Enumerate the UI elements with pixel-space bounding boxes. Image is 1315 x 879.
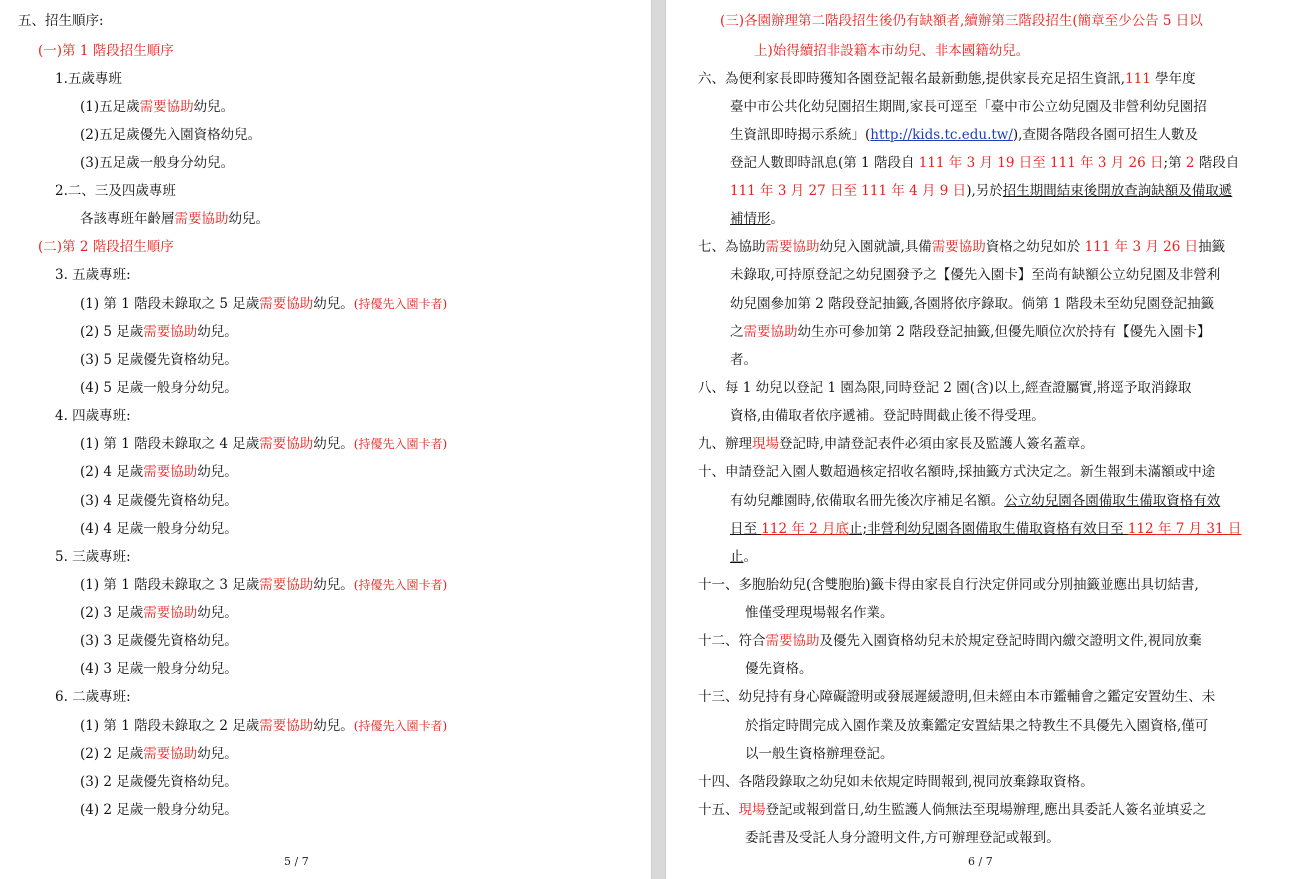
item-ten-line: 有幼兒離園時,依備取名冊先後次序補足名額。公立幼兒園各園備取生備取資格有效 (730, 493, 1221, 509)
class-line: (1) 第 1 階段未錄取之 4 足歲需要協助幼兒。(持優先入園卡者) (80, 436, 448, 452)
class-line: (4) 2 足歲一般身分幼兒。 (80, 802, 238, 818)
class-line: (4) 3 足歲一般身分幼兒。 (80, 661, 238, 677)
stage1-item1-line2: (2)五足歲優先入園資格幼兒。 (80, 127, 262, 143)
item-eight-line: 八、每 1 幼兒以登記 1 園為限,同時登記 2 園(含)以上,經查證屬實,將逕予取消錄取 (698, 380, 1192, 396)
item-ten-line: 十、申請登記入園人數超過核定招收名額時,採抽籤方式決定之。新生報到未滿額或中途 (698, 464, 1216, 480)
item-seven-line: 幼兒園參加第 2 階段登記抽籤,各園將依序錄取。倘第 1 階段未至幼兒園登記抽籤 (730, 296, 1215, 312)
class-title: 5. 三歲專班: (55, 549, 131, 565)
page-6 (666, 0, 1315, 879)
stage1-title: (一)第 1 階段招生順序 (38, 43, 174, 59)
item-eight-line: 資格,由備取者依序遞補。登記時間截止後不得受理。 (730, 408, 1045, 424)
stage3-line1: (三)各園辦理第二階段招生後仍有缺額者,續辦第三階段招生(簡章至少公告 5 日以 (720, 13, 1203, 29)
class-line: (2) 2 足歲需要協助幼兒。 (80, 746, 238, 762)
item-six-line: 補情形。 (730, 211, 784, 227)
item-six-line: 生資訊即時揭示系統」(http://kids.tc.edu.tw/),查閱各階段各園可招生人數及 (730, 127, 1198, 143)
item-six-line: 六、為便利家長即時獲知各園登記報名最新動態,提供家長充足招生資訊,111 學年度 (698, 71, 1196, 87)
stage3-line2: 上)始得續招非設籍本市幼兒、非本國籍幼兒。 (754, 43, 1030, 59)
class-line: (2) 4 足歲需要協助幼兒。 (80, 464, 238, 480)
page-number: 6 / 7 (968, 855, 993, 868)
item-six-line: 111 年 3 月 27 日至 111 年 4 月 9 日),另於招生期間結束後開放查詢缺額及備取遞 (730, 183, 1233, 199)
section-title: 五、招生順序: (18, 13, 104, 29)
stage1-item1-title: 1.五歲專班 (55, 71, 122, 87)
item-twelve-line: 十二、符合需要協助及優先入園資格幼兒未於規定登記時間內繳交證明文件,視同放棄 (698, 633, 1202, 649)
class-line: (3) 2 足歲優先資格幼兒。 (80, 774, 238, 790)
class-line: (3) 5 足歲優先資格幼兒。 (80, 352, 238, 368)
item-seven-line: 之需要協助幼生亦可參加第 2 階段登記抽籤,但優先順位次於持有【優先入園卡】 (730, 324, 1211, 340)
item-fourteen-line: 十四、各階段錄取之幼兒如未依規定時間報到,視同放棄錄取資格。 (698, 774, 1094, 790)
item-ten-line: 日至 112 年 2 月底止;非營利幼兒園各園備取生備取資格有效日至 112 年 7 月 31 日 (730, 521, 1242, 537)
stage1-item2-line: 各該專班年齡層需要協助幼兒。 (80, 211, 269, 227)
item-ten-line: 止。 (730, 549, 757, 565)
stage1-item1-line1: (1)五足歲需要協助幼兒。 (80, 99, 235, 115)
stage2-title: (二)第 2 階段招生順序 (38, 239, 174, 255)
stage1-item2-title: 2.二、三及四歲專班 (55, 183, 176, 199)
class-line: (1) 第 1 階段未錄取之 2 足歲需要協助幼兒。(持優先入園卡者) (80, 718, 448, 734)
class-line: (2) 5 足歲需要協助幼兒。 (80, 324, 238, 340)
class-line: (1) 第 1 階段未錄取之 5 足歲需要協助幼兒。(持優先入園卡者) (80, 296, 448, 312)
item-fifteen-line: 十五、現場登記或報到當日,幼生監護人倘無法至現場辦理,應出具委託人簽名並填妥之 (698, 802, 1207, 818)
item-seven-line: 七、為協助需要協助幼兒入園就讀,具備需要協助資格之幼兒如於 111 年 3 月 26 日抽籤 (698, 239, 1226, 255)
class-line: (1) 第 1 階段未錄取之 3 足歲需要協助幼兒。(持優先入園卡者) (80, 577, 448, 593)
class-line: (4) 4 足歲一般身分幼兒。 (80, 521, 238, 537)
item-thirteen-line: 於指定時間完成入園作業及放棄鑑定安置結果之特教生不具優先入園資格,僅可 (745, 718, 1209, 734)
page-divider (651, 0, 666, 879)
item-six-line: 臺中市公共化幼兒園招生期間,家長可逕至「臺中市公立幼兒園及非營利幼兒園招 (730, 99, 1207, 115)
item-seven-line: 未錄取,可持原登記之幼兒園發予之【優先入園卡】至尚有缺額公立幼兒園及非營利 (730, 267, 1221, 283)
item-six-line: 登記人數即時訊息(第 1 階段自 111 年 3 月 19 日至 111 年 3 月 26 日;第 2 階段自 (730, 155, 1240, 171)
class-line: (3) 4 足歲優先資格幼兒。 (80, 493, 238, 509)
class-line: (4) 5 足歲一般身分幼兒。 (80, 380, 238, 396)
page-number: 5 / 7 (284, 855, 309, 868)
item-nine-line: 九、辦理現場登記時,申請登記表件必須由家長及監護人簽名蓋章。 (698, 436, 1094, 452)
item-seven-line: 者。 (730, 352, 757, 368)
item-eleven-line: 十一、多胞胎幼兒(含雙胞胎)籤卡得由家長自行決定併同或分別抽籤並應出具切結書, (698, 577, 1199, 593)
class-title: 4. 四歲專班: (55, 408, 131, 424)
item-fifteen-line: 委託書及受託人身分證明文件,方可辦理登記或報到。 (745, 830, 1060, 846)
page-5 (0, 0, 651, 879)
item-eleven-line: 惟僅受理現場報名作業。 (745, 605, 894, 621)
class-title: 3. 五歲專班: (55, 267, 131, 283)
class-line: (2) 3 足歲需要協助幼兒。 (80, 605, 238, 621)
item-twelve-line: 優先資格。 (745, 661, 813, 677)
stage1-item1-line3: (3)五足歲一般身分幼兒。 (80, 155, 235, 171)
class-line: (3) 3 足歲優先資格幼兒。 (80, 633, 238, 649)
item-thirteen-line: 十三、幼兒持有身心障礙證明或發展遲緩證明,但未經由本市鑑輔會之鑑定安置幼生、未 (698, 689, 1216, 705)
item-thirteen-line: 以一般生資格辦理登記。 (745, 746, 894, 762)
class-title: 6. 二歲專班: (55, 689, 131, 705)
kids-system-link[interactable]: http://kids.tc.edu.tw/ (870, 127, 1013, 143)
